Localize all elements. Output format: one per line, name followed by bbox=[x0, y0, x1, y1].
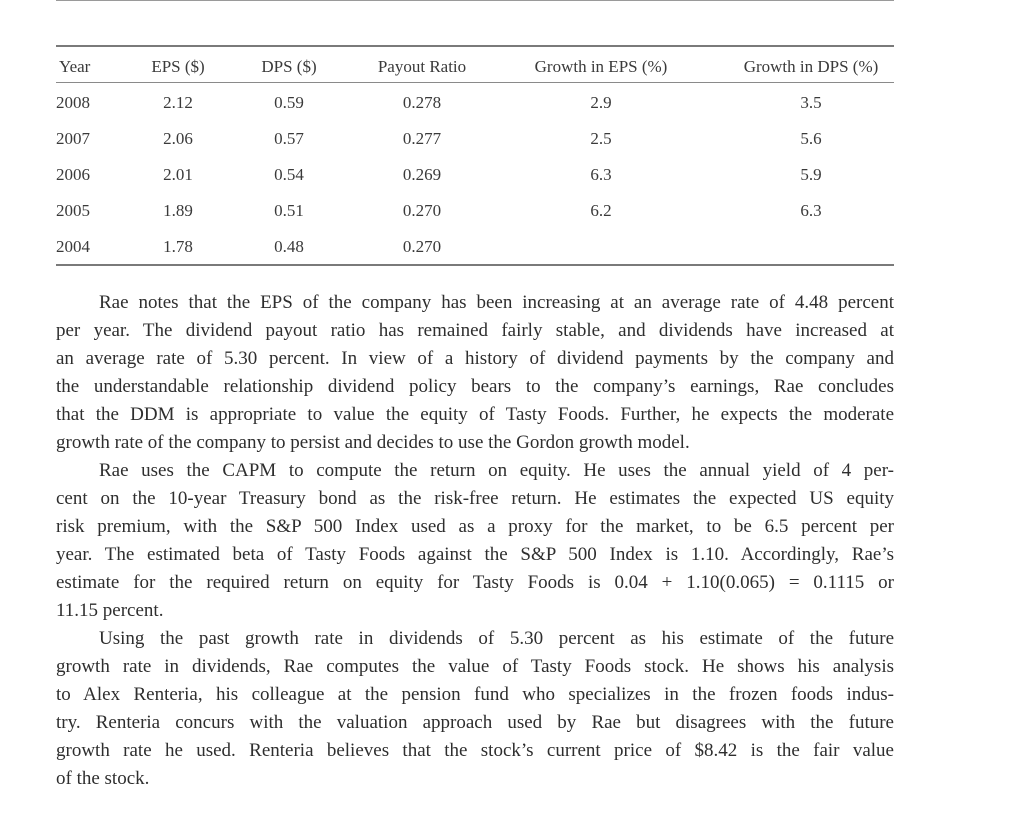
cell-year: 2007 bbox=[56, 129, 90, 148]
header-growth-dps: Growth in DPS (%) bbox=[743, 57, 879, 76]
paragraph-line: risk premium, with the S&P 500 Index used as a proxy for the market, to be 6.5 percent per bbox=[56, 516, 894, 537]
cell-growth-eps: 2.5 bbox=[590, 129, 612, 148]
cell-growth-dps: 5.9 bbox=[800, 165, 822, 184]
paragraph-line: that the DDM is appropriate to value the equity of Tasty Foods. Further, he expects the moderate bbox=[56, 404, 894, 425]
cell-dps: 0.57 bbox=[274, 129, 304, 148]
cell-year: 2008 bbox=[56, 93, 90, 112]
cell-dps: 0.54 bbox=[274, 165, 304, 184]
paragraph-line: estimate for the required return on equity for Tasty Foods is 0.04 + 1.10(0.065) = 0.1115 or bbox=[56, 572, 894, 593]
cell-payout-ratio: 0.270 bbox=[402, 237, 442, 256]
header-payout-ratio: Payout Ratio bbox=[377, 57, 467, 76]
paragraph-line: Using the past growth rate in dividends of 5.30 percent as his estimate of the future bbox=[99, 628, 894, 649]
paragraph-line: growth rate he used. Renteria believes that the stock’s current price of $8.42 is the fair value bbox=[56, 740, 894, 761]
cell-eps: 2.06 bbox=[163, 129, 193, 148]
top-divider bbox=[56, 0, 894, 1]
cell-growth-eps: 6.2 bbox=[590, 201, 612, 220]
cell-year: 2006 bbox=[56, 165, 90, 184]
header-year: Year bbox=[59, 57, 91, 76]
cell-eps: 2.12 bbox=[163, 93, 193, 112]
paragraph-line: growth rate in dividends, Rae computes the value of Tasty Foods stock. He shows his analysis bbox=[56, 656, 894, 677]
paragraph-line: Rae uses the CAPM to compute the return on equity. He uses the annual yield of 4 per- bbox=[99, 460, 894, 481]
paragraph-line: to Alex Renteria, his colleague at the pension fund who specializes in the frozen foods indus- bbox=[56, 684, 894, 705]
cell-year: 2005 bbox=[56, 201, 90, 220]
cell-growth-eps: 6.3 bbox=[590, 165, 612, 184]
cell-dps: 0.51 bbox=[274, 201, 304, 220]
cell-payout-ratio: 0.270 bbox=[402, 201, 442, 220]
paragraph-line: an average rate of 5.30 percent. In view of a history of dividend payments by the company and bbox=[56, 348, 894, 369]
cell-payout-ratio: 0.278 bbox=[402, 93, 442, 112]
cell-eps: 1.89 bbox=[163, 201, 193, 220]
table-top-rule bbox=[56, 45, 894, 47]
cell-payout-ratio: 0.277 bbox=[402, 129, 442, 148]
paragraph-line: of the stock. bbox=[56, 768, 150, 789]
cell-dps: 0.59 bbox=[274, 93, 304, 112]
cell-growth-dps: 5.6 bbox=[800, 129, 822, 148]
header-dps: DPS ($) bbox=[261, 57, 317, 76]
cell-growth-dps: 6.3 bbox=[800, 201, 822, 220]
cell-eps: 2.01 bbox=[163, 165, 193, 184]
paragraph-2 bbox=[56, 457, 894, 625]
cell-growth-dps: 3.5 bbox=[800, 93, 822, 112]
paragraph-3 bbox=[56, 625, 894, 793]
table-bottom-rule bbox=[56, 264, 894, 266]
paragraph-line: 11.15 percent. bbox=[56, 600, 164, 621]
header-growth-eps: Growth in EPS (%) bbox=[534, 57, 668, 76]
cell-growth-eps: 2.9 bbox=[590, 93, 612, 112]
table-header-rule bbox=[56, 82, 894, 83]
cell-year: 2004 bbox=[56, 237, 90, 256]
cell-dps: 0.48 bbox=[274, 237, 304, 256]
paragraph-1 bbox=[56, 289, 894, 457]
paragraph-line: per year. The dividend payout ratio has remained fairly stable, and dividends have increased at bbox=[56, 320, 894, 341]
paragraph-line: the understandable relationship dividend policy bears to the company’s earnings, Rae concludes bbox=[56, 376, 894, 397]
paragraph-line: year. The estimated beta of Tasty Foods against the S&P 500 Index is 1.10. Accordingly, Rae’s bbox=[56, 544, 894, 565]
paragraph-line: Rae notes that the EPS of the company has been increasing at an average rate of 4.48 percent bbox=[99, 292, 894, 313]
paragraph-line: try. Renteria concurs with the valuation approach used by Rae but disagrees with the future bbox=[56, 712, 894, 733]
cell-payout-ratio: 0.269 bbox=[402, 165, 442, 184]
header-eps: EPS ($) bbox=[151, 57, 205, 76]
paragraph-line: cent on the 10-year Treasury bond as the risk-free return. He estimates the expected US equity bbox=[56, 488, 894, 509]
paragraph-line: growth rate of the company to persist and decides to use the Gordon growth model. bbox=[56, 432, 690, 453]
cell-eps: 1.78 bbox=[163, 237, 193, 256]
